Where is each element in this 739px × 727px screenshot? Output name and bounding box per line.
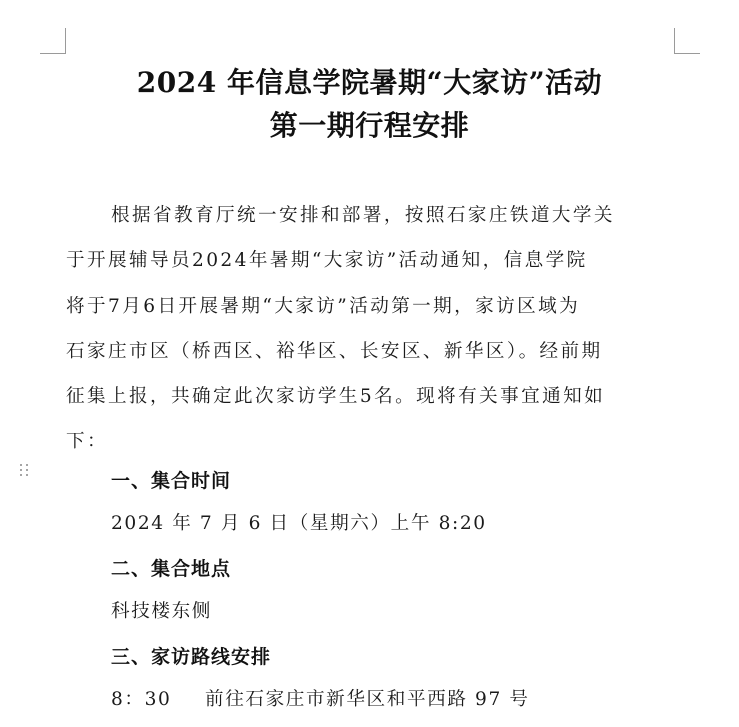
margin-corner-mark-top-left — [40, 28, 66, 54]
intro-paragraph — [66, 193, 676, 465]
document-title-line-1: 2024 年信息学院暑期“大家访”活动 — [136, 66, 603, 99]
intro-line: 于开展辅导员2024年暑期“大家访”活动通知，信息学院 — [66, 250, 588, 272]
route-destination: 前往石家庄市新华区和平西路 97 号 — [205, 689, 530, 710]
intro-line: 下： — [66, 431, 108, 453]
document-title-line-2: 第一期行程安排 — [269, 109, 470, 142]
intro-line: 石家庄市区（桥西区、裕华区、长安区、新华区）。经前期 — [66, 340, 603, 362]
intro-line: 根据省教育厅统一安排和部署，按照石家庄铁道大学关 — [111, 205, 615, 226]
section-heading-route: 三、家访路线安排 — [111, 646, 272, 668]
margin-corner-mark-top-right — [674, 28, 700, 54]
intro-line: 将于7月6日开展暑期“大家访”活动第一期，家访区域为 — [66, 295, 581, 317]
gather-place-text: 科技楼东侧 — [111, 601, 212, 622]
intro-line: 征集上报，共确定此次家访学生5名。现将有关事宜通知如 — [66, 386, 606, 408]
section-heading-gather-time: 一、集合时间 — [111, 470, 232, 492]
section-heading-gather-place: 二、集合地点 — [111, 558, 232, 580]
route-time: 8：30 — [111, 689, 172, 710]
gather-time-text: 2024 年 7 月 6 日（星期六）上午 8:20 — [111, 513, 487, 534]
route-item — [111, 685, 530, 711]
drag-handle-icon[interactable] — [20, 464, 30, 478]
